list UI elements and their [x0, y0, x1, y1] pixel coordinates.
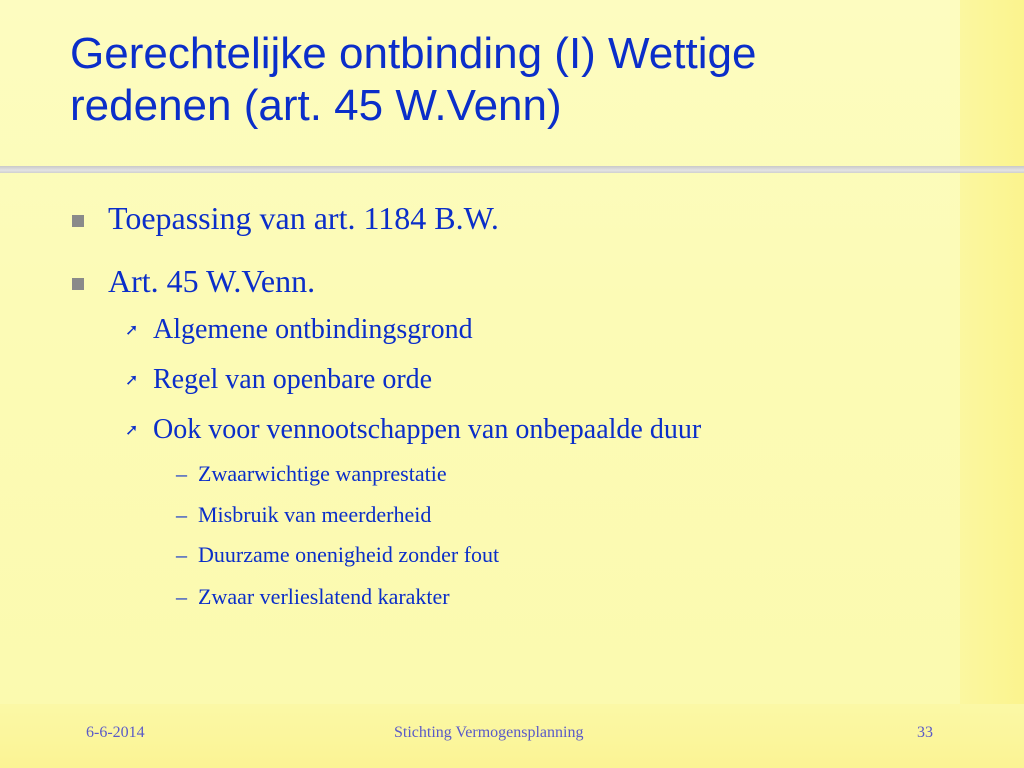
bullet-text: Zwaar verlieslatend karakter — [198, 584, 450, 609]
title-divider — [0, 166, 1024, 173]
right-accent-band — [960, 0, 1024, 768]
footer-page-number: 33 — [917, 724, 933, 741]
bullet-text: Toepassing van art. 1184 B.W. — [108, 200, 499, 236]
slide-title: Gerechtelijke ontbinding (I) Wettige redenen (art. 45 W.Venn) — [70, 29, 757, 130]
bullet-text: Regel van openbare orde — [153, 364, 433, 395]
bullet-text: Zwaarwichtige wanprestatie — [198, 461, 447, 486]
dash-bullet-icon: – — [176, 584, 187, 609]
square-bullet-icon — [72, 215, 84, 227]
bullet-text: Misbruik van meerderheid — [198, 502, 432, 527]
bullet-text: Duurzame onenigheid zonder fout — [198, 542, 500, 567]
bullet-text: Algemene ontbindingsgrond — [153, 314, 473, 345]
dash-bullet-icon: – — [176, 461, 187, 486]
arrow-up-right-icon: ➚ — [125, 370, 139, 389]
dash-bullet-icon: – — [176, 502, 187, 527]
square-bullet-icon — [72, 278, 84, 290]
dash-bullet-icon: – — [176, 542, 187, 567]
bullet-text: Ook voor vennootschappen van onbepaalde duur — [153, 414, 702, 445]
arrow-up-right-icon: ➚ — [125, 320, 139, 339]
footer-date: 6-6-2014 — [86, 724, 145, 741]
arrow-up-right-icon: ➚ — [125, 420, 139, 439]
bullet-text: Art. 45 W.Venn. — [108, 263, 316, 299]
footer-organization: Stichting Vermogensplanning — [394, 724, 584, 741]
